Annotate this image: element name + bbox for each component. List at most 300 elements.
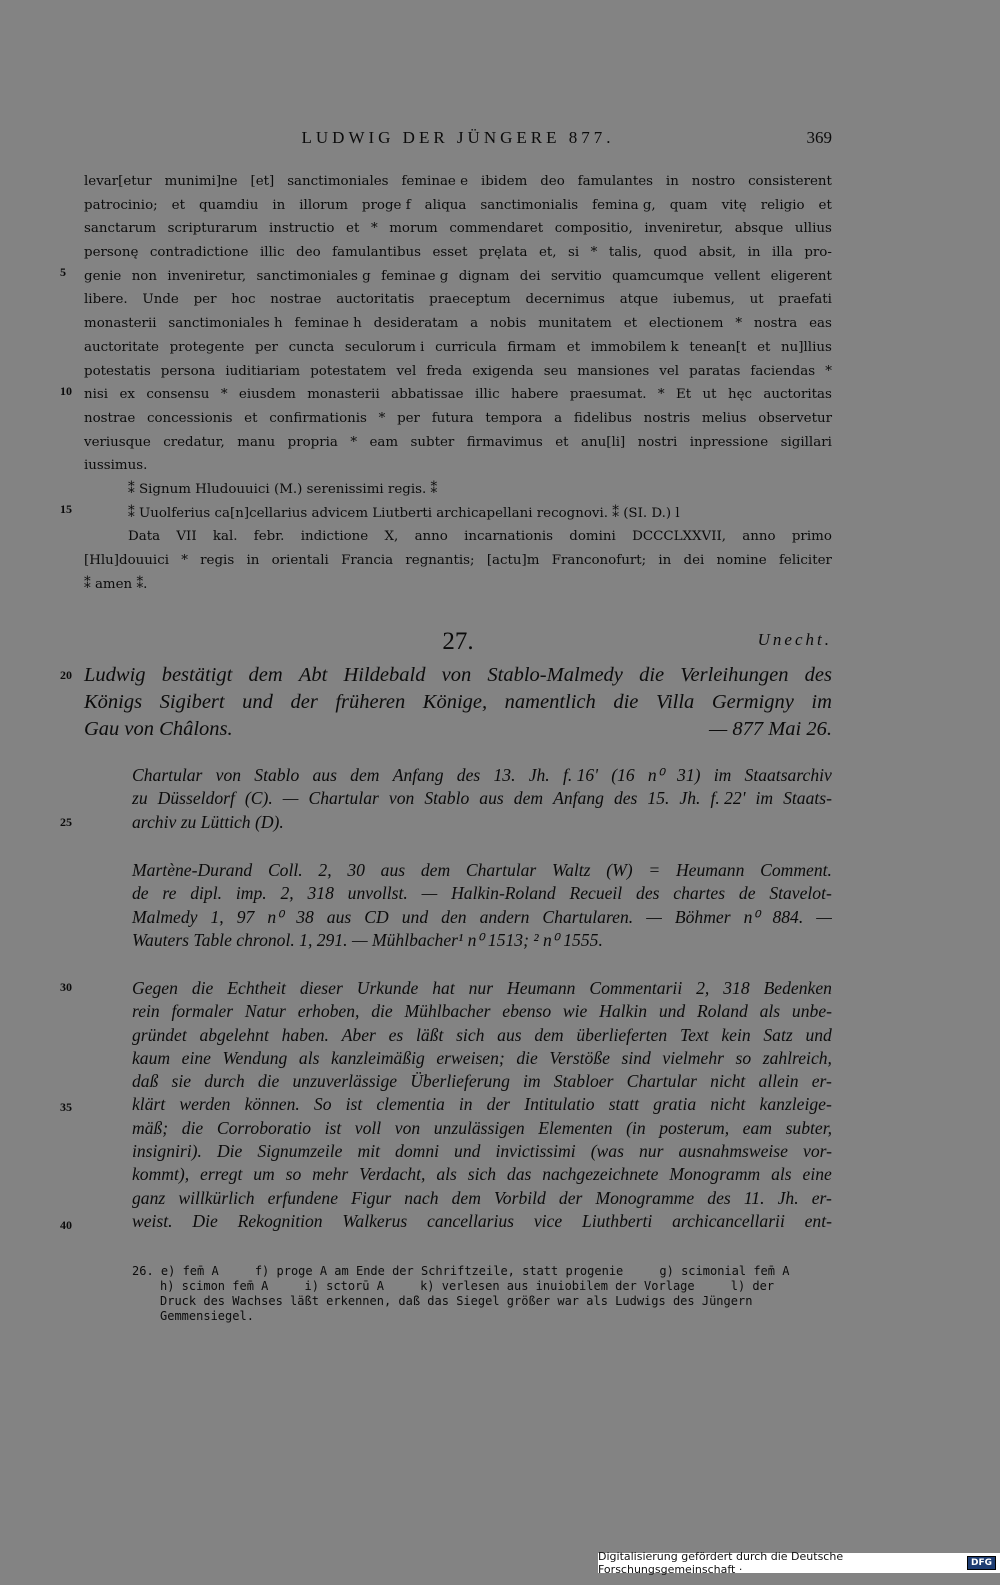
word: et: [171, 197, 185, 213]
word: des: [636, 883, 660, 904]
word: [et]: [250, 174, 275, 189]
word: des: [707, 1187, 731, 1208]
word: der: [290, 691, 318, 713]
text-line: [132, 1187, 832, 1210]
word: nostris: [643, 410, 691, 426]
word: kommt),: [132, 1164, 190, 1185]
word: Chartularen.: [542, 906, 634, 927]
word: Verstöße: [549, 1047, 610, 1068]
word: libere.: [84, 292, 128, 308]
word: per: [255, 339, 278, 355]
word: femina g,: [592, 197, 656, 213]
word: 11.: [743, 1187, 765, 1208]
word: so: [735, 1047, 752, 1068]
word: 31): [677, 765, 701, 785]
word: als: [759, 1001, 781, 1022]
word: erweisen;: [436, 1047, 505, 1068]
word: seu: [543, 363, 568, 379]
word: wie: [562, 1001, 588, 1022]
word: eam: [742, 1117, 772, 1138]
document-number: 27.: [442, 628, 474, 655]
word: n⁰: [647, 765, 664, 785]
word: curricula: [435, 339, 497, 355]
word: praeceptum: [429, 292, 511, 308]
commentary: [132, 977, 832, 1233]
word: die: [371, 1001, 393, 1022]
word: esset: [432, 245, 468, 261]
word: als: [436, 1164, 457, 1185]
line-number: 25: [60, 815, 72, 829]
word: eiusdem: [238, 387, 296, 403]
word: ullius: [794, 221, 832, 237]
word: namentlich: [504, 691, 596, 713]
word: inpressione: [689, 434, 769, 450]
word: Text: [679, 1024, 709, 1045]
word: et: [244, 410, 258, 426]
running-title: LUDWIG DER JÜNGERE 877.: [301, 128, 615, 147]
footer-text: Digitalisierung gefördert durch die Deutsche Forschungsgemeinschaft ·: [598, 1550, 844, 1576]
word: 2,: [318, 860, 332, 880]
word: 884.: [772, 906, 804, 927]
word: f. 16': [562, 765, 598, 785]
word: genie: [84, 268, 122, 284]
word: quod: [653, 245, 688, 261]
text-line: [84, 194, 832, 218]
word: ent-: [804, 1210, 832, 1231]
text-line: [132, 1117, 832, 1140]
word: Vorbild: [494, 1187, 546, 1208]
word: iubemus,: [672, 292, 735, 308]
word: ganz: [132, 1187, 166, 1208]
word: a: [470, 316, 479, 332]
word: andern: [479, 906, 530, 927]
word: So: [313, 1094, 332, 1115]
word: eine: [181, 1047, 211, 1068]
document-number-line: [84, 628, 832, 658]
word: in: [246, 553, 260, 568]
word: 13.: [493, 765, 516, 785]
word: mansiones: [577, 363, 650, 379]
text-line: [132, 811, 832, 834]
word: früheren: [335, 691, 406, 713]
word: Germigny: [711, 691, 794, 713]
word: die: [181, 1117, 204, 1138]
text-line: [84, 241, 832, 265]
word: et: [623, 316, 638, 332]
word: eam: [369, 434, 399, 450]
dfg-footer: [598, 1550, 1000, 1576]
word: Überlieferung: [410, 1071, 510, 1092]
word: =: [648, 860, 661, 880]
word: desideratam: [373, 316, 459, 332]
word: der: [486, 1094, 511, 1115]
text-line: [132, 906, 832, 929]
word: et: [566, 339, 581, 355]
word: Königs: [84, 691, 143, 713]
word: kanzleimäßig: [331, 1047, 425, 1068]
word: Wendung: [222, 1047, 288, 1068]
word: scripturarum: [167, 221, 258, 237]
word: 38: [296, 906, 314, 927]
text-line: [84, 312, 832, 336]
word: archiv zu Lüttich (D).: [132, 811, 284, 832]
word: voll: [354, 1117, 382, 1138]
word: Verleihungen: [680, 664, 789, 686]
signum-line: ⁑ Signum Hludouuici (M.) serenissimi regis. ⁑: [128, 481, 438, 497]
word: ex: [119, 387, 135, 403]
word: re: [162, 883, 177, 904]
word: Anfang: [553, 788, 604, 809]
word: et: [757, 339, 771, 355]
word: *: [825, 363, 832, 379]
word: concessionis: [146, 410, 233, 426]
word: primo: [791, 529, 832, 545]
word: Liuthberti: [581, 1210, 653, 1231]
word: quamdiu: [198, 197, 259, 213]
word: Mühlbacher: [404, 1001, 491, 1022]
word: nostrae: [270, 292, 322, 308]
word: Bedenken: [763, 978, 832, 998]
line-number: 35: [60, 1100, 72, 1114]
word: aus: [326, 906, 352, 927]
word: iussimus.: [84, 458, 148, 474]
word: tempora: [485, 410, 543, 426]
footnote-line: 26. e) fem̄ A f) proge A am Ende der Schriftzeile, statt progenie g) scimonial fem̄ A: [132, 1264, 790, 1278]
word: seculorum i: [344, 339, 425, 355]
word: talis,: [608, 245, 642, 261]
word: Monogramme: [595, 1187, 695, 1208]
text-line: [84, 265, 832, 289]
word: pręlata: [478, 245, 528, 261]
text-line: [84, 573, 832, 597]
recognition-line: ⁑ Uuolferius ca[n]cellarius advicem Liutberti archicapellani recognovi. ⁑ (SI. D.) l: [128, 505, 680, 521]
word: unzuverlässige: [292, 1071, 398, 1092]
word: sich: [456, 1024, 485, 1045]
word: Jh.: [528, 765, 550, 785]
word: zu: [132, 788, 148, 809]
word: sanctimoniales g: [256, 268, 371, 284]
word: von: [215, 765, 242, 785]
word: abbatissae: [391, 387, 464, 403]
word: nostrae: [84, 410, 136, 426]
authenticity-note: Unecht.: [757, 630, 832, 649]
word: servitio: [550, 268, 602, 284]
word: nobis: [489, 316, 527, 332]
word: sich: [467, 1164, 497, 1185]
word: et: [555, 434, 569, 450]
word: monasterii: [307, 387, 380, 403]
word: feminae e: [401, 174, 469, 189]
word: und: [805, 1024, 832, 1045]
word: die: [191, 978, 214, 998]
edition-notes: [132, 859, 832, 952]
word: weist.: [132, 1210, 173, 1231]
word: hęc: [727, 387, 753, 403]
word: des: [456, 765, 481, 785]
word: illorum: [299, 197, 348, 213]
word: 97: [236, 906, 255, 927]
word: dei: [683, 553, 705, 568]
word: [actu]m: [486, 553, 540, 568]
word: consensu: [146, 387, 210, 403]
word: ut: [749, 292, 764, 308]
regest: [84, 662, 832, 743]
word: *: [657, 387, 665, 403]
word: vel: [396, 363, 417, 379]
word: sanctimoniales h: [168, 316, 283, 332]
tradition-notes: [132, 764, 832, 834]
word: um: [253, 1164, 275, 1185]
word: Franconofurt;: [551, 553, 647, 568]
word: personę: [84, 245, 139, 261]
word: —: [282, 788, 299, 809]
word: sanctarum: [84, 221, 157, 237]
word: Aber: [341, 1024, 376, 1045]
footnote-line: Gemmensiegel.: [160, 1309, 254, 1323]
word: sind: [621, 1047, 651, 1068]
word: läßt: [415, 1024, 444, 1045]
word: mehr: [312, 1164, 349, 1185]
word: dem: [534, 1024, 564, 1045]
word: aus: [312, 765, 337, 785]
text-line: [84, 454, 832, 478]
word: absque: [734, 221, 784, 237]
word: erfundene: [267, 1187, 339, 1208]
word: klärt: [132, 1094, 166, 1115]
word: Ludwig: [84, 664, 146, 686]
word: [Hlu]douuici: [84, 553, 169, 568]
word: inveniretur,: [644, 221, 724, 237]
word: vellent: [714, 268, 761, 284]
word: Echtheit: [227, 978, 286, 998]
word: Abt: [298, 664, 328, 686]
word: erregt: [200, 1164, 243, 1185]
word: formaler: [171, 1001, 234, 1022]
word: Verdacht,: [359, 1164, 426, 1185]
word: — 877 Mai 26.: [709, 718, 832, 740]
word: et: [818, 197, 832, 213]
word: incarnationis: [464, 529, 554, 545]
word: Sigibert: [159, 691, 225, 713]
text-line: [84, 383, 832, 407]
word: CD: [364, 906, 389, 927]
word: X,: [384, 529, 399, 545]
text-line: [84, 407, 832, 431]
text-line: [84, 336, 832, 360]
word: der: [558, 1187, 583, 1208]
word: statt: [608, 1094, 640, 1115]
line-number: 15: [60, 502, 72, 516]
word: *: [590, 245, 598, 261]
word: firmavimus: [466, 434, 543, 450]
word: und: [401, 906, 429, 927]
word: allein: [758, 1071, 799, 1092]
word: per: [397, 410, 420, 426]
word: illa: [771, 245, 793, 261]
word: munitatem: [538, 316, 612, 332]
word: ist: [345, 1094, 363, 1115]
word: feminae g: [381, 268, 449, 284]
word: per: [193, 292, 217, 308]
word: Waltz: [552, 860, 591, 880]
word: mit: [357, 1141, 380, 1162]
word: ausnahmsweise: [678, 1141, 788, 1162]
word: unzulässigen: [433, 1117, 525, 1138]
word: unvollst.: [347, 883, 408, 904]
word: Malmedy: [132, 906, 198, 927]
word: vitę: [721, 197, 747, 213]
word: Natur: [244, 1001, 286, 1022]
word: die: [639, 664, 665, 686]
word: *: [735, 316, 743, 332]
word: sanctimoniales: [287, 174, 389, 189]
charter-text: [84, 170, 832, 596]
word: Jh.: [679, 788, 701, 809]
word: et,: [538, 245, 557, 261]
word: des: [804, 664, 832, 686]
word: und: [658, 1001, 686, 1022]
word: (C).: [244, 788, 273, 809]
word: eligerent: [770, 268, 832, 284]
word: deo: [296, 245, 321, 261]
word: fidelibus: [573, 410, 632, 426]
word: famulantes: [577, 174, 654, 189]
word: vel: [659, 363, 680, 379]
word: überlieferten: [576, 1024, 668, 1045]
word: compositio,: [554, 221, 633, 237]
word: exigenda: [472, 363, 534, 379]
word: nicht: [710, 1094, 746, 1115]
word: archicancellarii: [672, 1210, 785, 1231]
word: dem: [420, 860, 451, 880]
word: futura: [431, 410, 474, 426]
word: *: [350, 434, 358, 450]
word: Corroboratio: [216, 1117, 312, 1138]
word: von: [441, 664, 472, 686]
word: eine: [802, 1164, 832, 1185]
word: Die: [192, 1210, 218, 1231]
word: (was: [590, 1141, 624, 1162]
word: (16: [611, 765, 635, 785]
word: anno: [414, 529, 448, 545]
text-line: [84, 360, 832, 384]
word: im: [523, 1071, 541, 1092]
word: nur: [638, 1141, 664, 1162]
word: dem: [513, 788, 544, 809]
word: f. 22': [710, 788, 746, 809]
word: Heumann: [675, 860, 745, 880]
word: Halkin-Roland: [451, 883, 556, 904]
text-line: [84, 689, 832, 716]
word: Recueil: [569, 883, 623, 904]
word: er-: [811, 1187, 832, 1208]
word: *: [370, 221, 378, 237]
text-line: [84, 217, 832, 241]
word: Chartular: [626, 1071, 697, 1092]
word: commendaret: [449, 221, 544, 237]
word: tenean[t: [689, 339, 747, 355]
word: die: [516, 1047, 538, 1068]
word: veriusque: [84, 434, 151, 450]
word: Gau von Châlons.: [84, 718, 233, 740]
text-line: [132, 1140, 832, 1163]
word: 30: [347, 860, 365, 880]
word: munimi]ne: [164, 174, 238, 189]
word: anu[li]: [581, 434, 626, 450]
word: praesumat.: [569, 387, 647, 403]
word: erhoben,: [297, 1001, 360, 1022]
text-line: [132, 977, 832, 1000]
word: ist: [324, 1117, 342, 1138]
word: *: [181, 553, 188, 568]
word: in: [272, 197, 286, 213]
word: im: [811, 691, 832, 713]
word: 318: [723, 978, 750, 998]
word: (W): [606, 860, 633, 880]
word: illic: [474, 387, 500, 403]
text-line: [132, 882, 832, 905]
word: indictione: [300, 529, 369, 545]
word: Comment.: [760, 860, 832, 880]
word: atque: [619, 292, 659, 308]
word: clementia: [376, 1094, 445, 1115]
word: dieser: [299, 978, 343, 998]
word: potestatis: [84, 363, 151, 379]
word: vielmehr: [662, 1047, 724, 1068]
text-line: [84, 716, 832, 743]
word: DCCCLXXVII,: [632, 529, 727, 545]
word: Stabloer: [553, 1071, 614, 1092]
word: nostro: [691, 174, 736, 189]
word: 2,: [280, 883, 294, 904]
word: aliqua: [424, 197, 467, 213]
word: es: [388, 1024, 404, 1045]
word: Intitulatio: [524, 1094, 595, 1115]
word: invictissimi: [495, 1141, 576, 1162]
word: famulantibus: [332, 245, 422, 261]
word: 1,: [210, 906, 224, 927]
word: sie: [171, 1071, 192, 1092]
word: feminae h: [294, 316, 362, 332]
word: in: [658, 553, 672, 568]
word: inveniretur,: [167, 268, 247, 284]
word: Stablo-Malmedy: [487, 664, 623, 686]
word: regis: [200, 553, 235, 568]
text-line: [84, 525, 832, 549]
word: dem: [248, 664, 283, 686]
word: instructio: [269, 221, 335, 237]
word: unbe-: [791, 1001, 832, 1022]
word: kal.: [212, 529, 238, 545]
word: Halkin: [599, 1001, 648, 1022]
word: Heumann: [507, 978, 576, 998]
word: subter: [410, 434, 455, 450]
line-number: 30: [60, 980, 72, 994]
word: hat: [432, 978, 455, 998]
word: confirmationis: [269, 410, 367, 426]
word: observetur: [758, 410, 832, 426]
text-line: [84, 662, 832, 689]
word: Könige,: [422, 691, 488, 713]
word: kanzleige-: [759, 1094, 832, 1115]
word: —: [646, 906, 662, 927]
word: contradictione: [149, 245, 249, 261]
dfg-logo: DFG: [967, 1556, 996, 1570]
word: werden: [179, 1094, 231, 1115]
word: ⁑ amen ⁑.: [84, 576, 148, 592]
word: mäß;: [132, 1117, 169, 1138]
text-line: [132, 1000, 832, 1023]
